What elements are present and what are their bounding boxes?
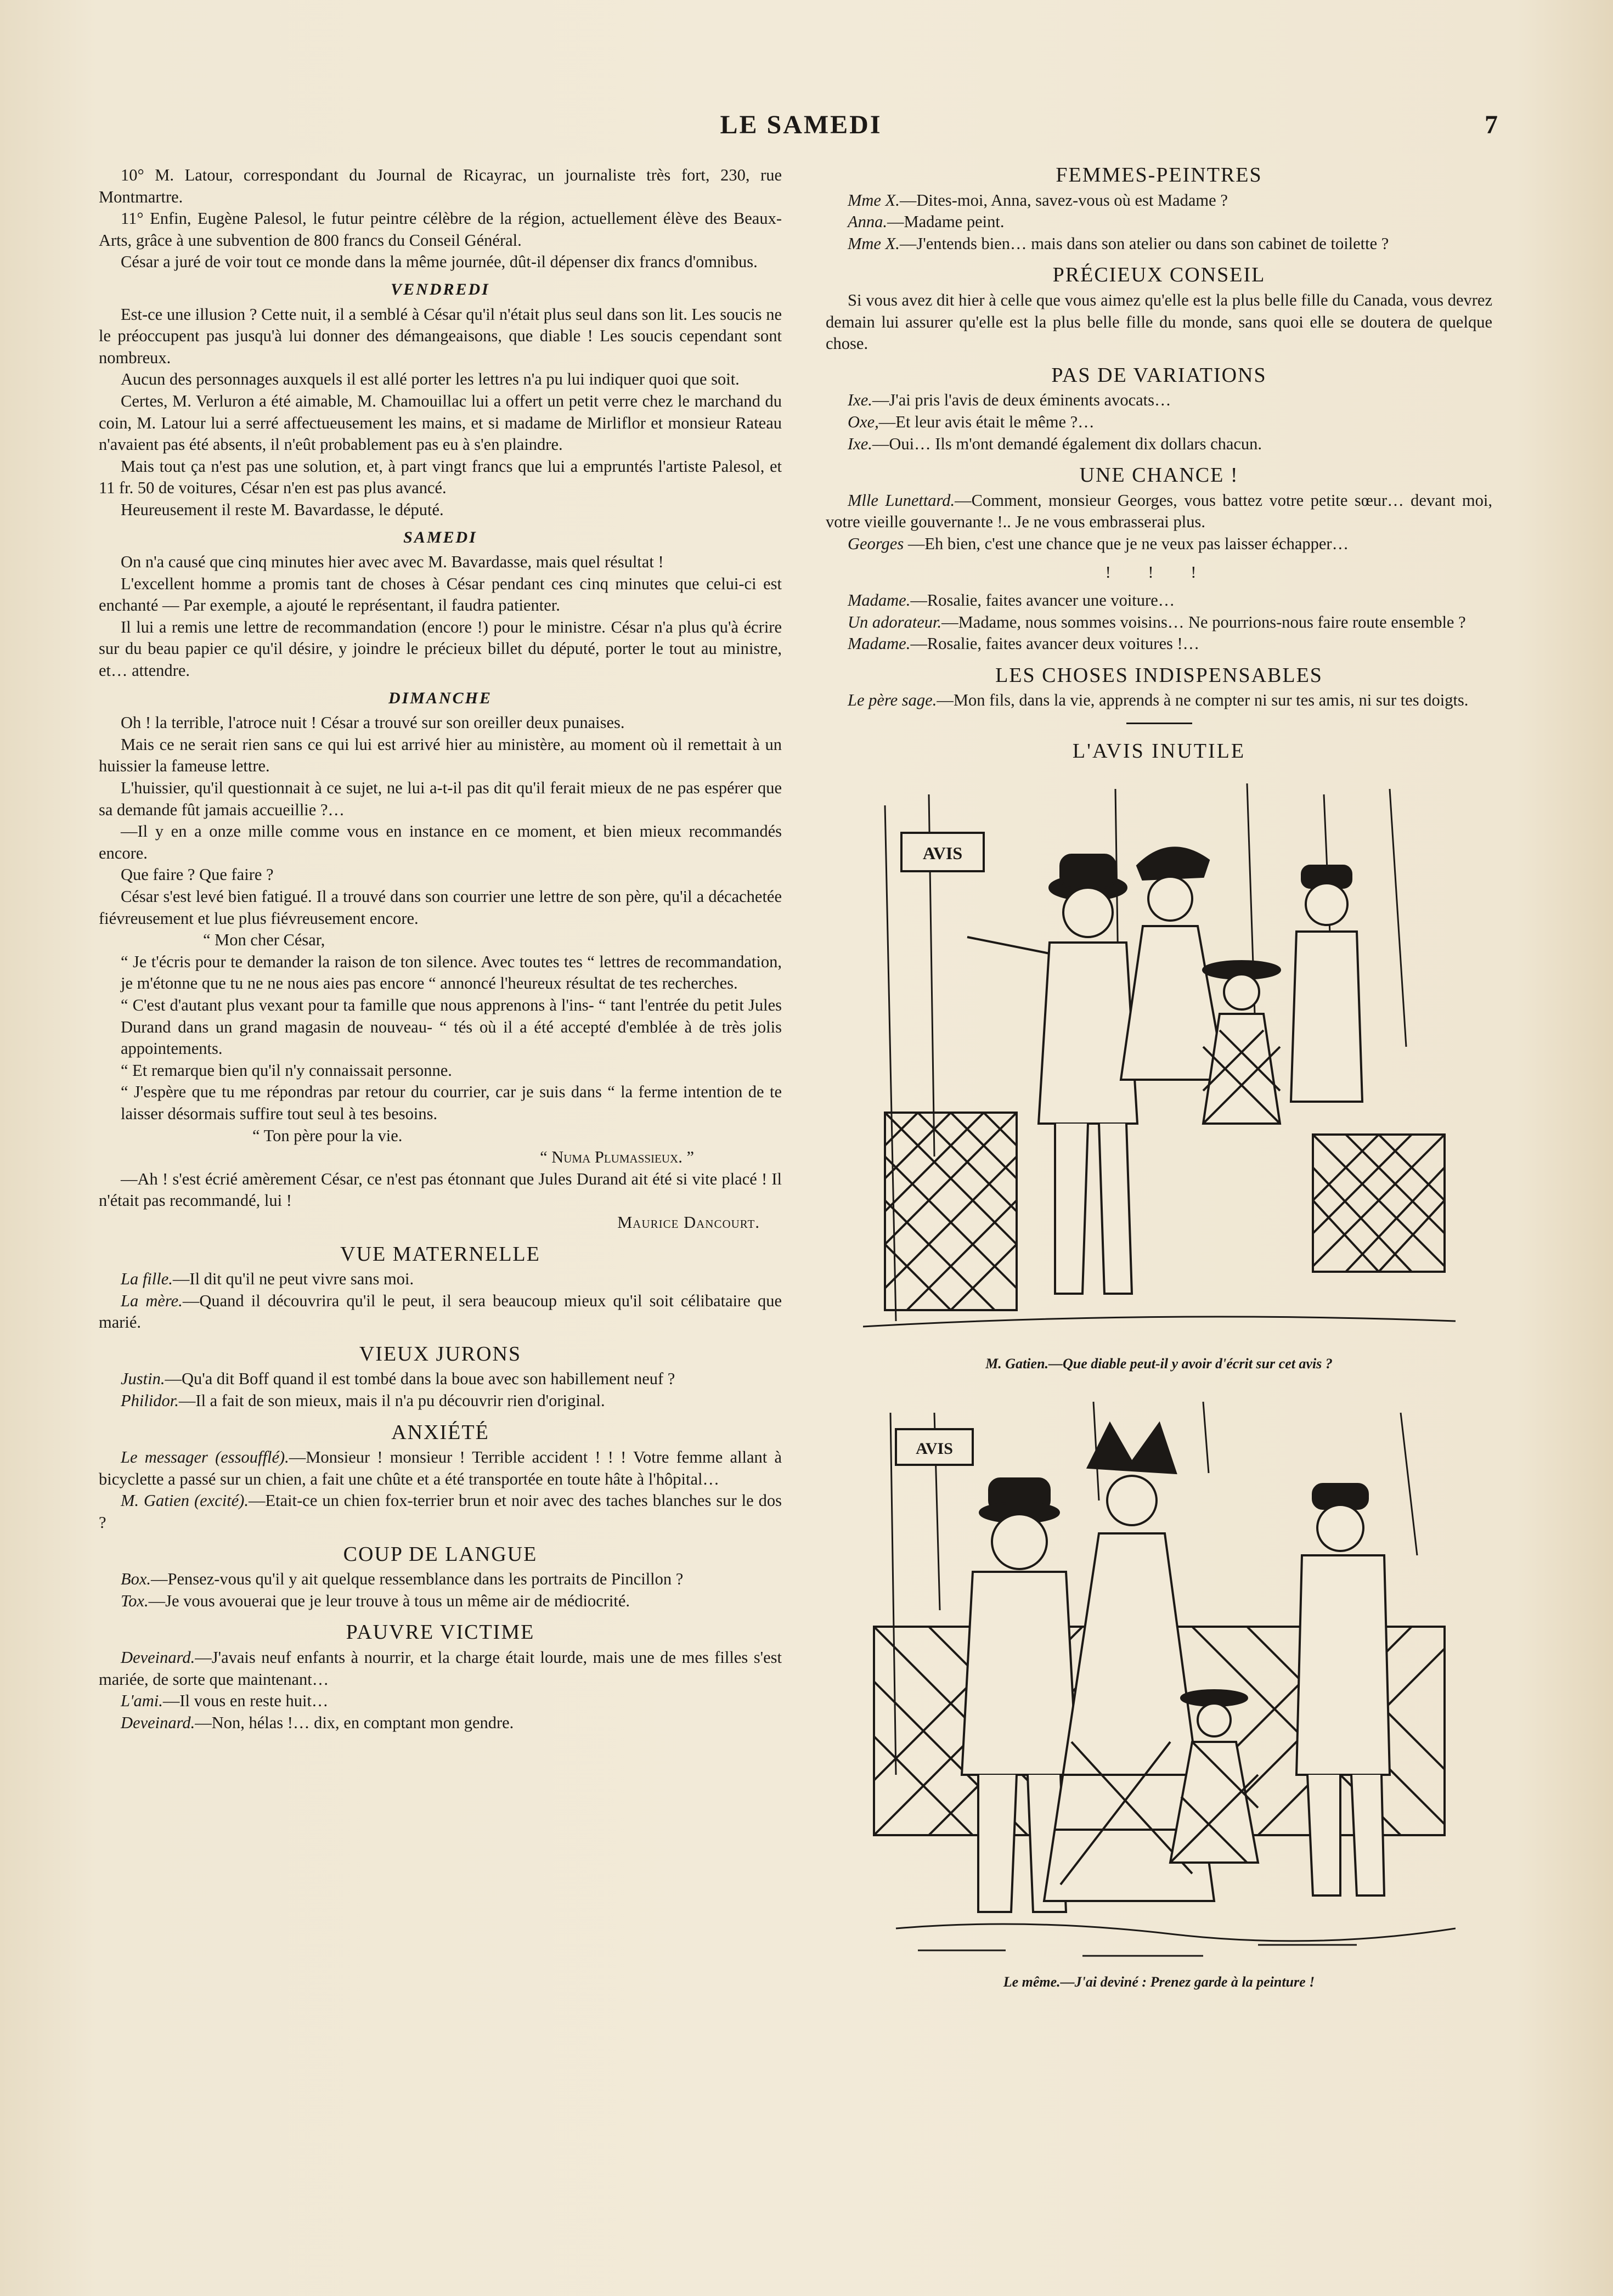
figure-man <box>967 855 1137 1294</box>
caption-speaker: M. Gatien. <box>985 1355 1049 1372</box>
paragraph: —Ah ! s'est écrié amèrement César, ce n'est pas étonnant que Jules Durand ait été si vite placé ! Il n'était pas recommandé, lui ! <box>99 1169 782 1210</box>
paragraph: Heureusement il reste M. Bavardasse, le député. <box>121 500 444 519</box>
father-letter <box>99 929 782 1169</box>
dialogue: —Rosalie, faites avancer une voiture… <box>910 591 1175 610</box>
dialogue: —Madame peint. <box>887 212 1005 232</box>
letter-signature: “ Numa Plumassieux. ” <box>540 1148 694 1167</box>
dialogue: —Non, hélas !… dix, en comptant mon gendre. <box>195 1713 514 1732</box>
lattice-fence <box>885 1113 1445 1310</box>
speaker: Deveinard. <box>121 1713 195 1732</box>
sign-text: AVIS <box>915 1440 953 1458</box>
paragraph: On n'a causé que cinq minutes hier avec avec M. Bavardasse, mais quel résultat ! <box>121 552 664 572</box>
section-title: PAUVRE VICTIME <box>346 1621 535 1644</box>
day-heading-samedi: SAMEDI <box>403 528 477 546</box>
exclamation-heading: ! ! ! <box>1105 562 1213 582</box>
paragraph: L'excellent homme a promis tant de choses à César pendant ces cinq minutes que celui-ci est enchanté — Par exemple, a ajouté le représentant, il faudra patienter. <box>99 574 782 615</box>
dialogue: —Monsieur ! monsieur ! Terrible accident ! ! ! Votre femme allant à bicyclette a passé sur un chien, a fait une chûte et a été transportée en toute hâte à l'hôpital… <box>99 1448 782 1488</box>
caption-text: —Que diable peut-il y avoir d'écrit sur cet avis ? <box>1048 1355 1333 1372</box>
cartoon-title: L'AVIS INUTILE <box>1072 740 1246 763</box>
paragraph: Certes, M. Verluron a été aimable, M. Chamouillac lui a offert un petit verre chez le marchand du coin, M. Latour lui a serré affectueusement les mains, et si madame de Mirliflor et monsieur Rateau n'avaient pas été absents, il n'eût probablement pas eu à s'en plaindre. <box>99 391 782 454</box>
section-title: COUP DE LANGUE <box>343 1542 538 1566</box>
author-signature: Maurice Dancourt. <box>617 1212 760 1232</box>
speaker: Mme X. <box>848 190 900 210</box>
speaker: Mme X. <box>848 234 900 253</box>
paragraph: —Il y en a onze mille comme vous en instance en ce moment, et bien mieux recommandés encore. <box>99 822 782 862</box>
paragraph: Que faire ? Que faire ? <box>121 865 274 884</box>
speaker: Madame. <box>848 634 911 653</box>
figure-boy <box>1291 866 1362 1102</box>
right-column <box>826 165 1492 2010</box>
running-title: LE SAMEDI <box>720 110 882 139</box>
paragraph: Mais ce ne serait rien sans ce qui lui est arrivé hier au ministère, au moment où il remettait à un huissier la fameuse lettre. <box>99 735 782 776</box>
page-header <box>99 110 1503 148</box>
paragraph: Mais tout ça n'est pas une solution, et, à part vingt francs que lui a empruntés l'artiste Palesol, et 11 fr. 50 de voitures, César n'en est pas plus avancé. <box>99 456 782 498</box>
section-title: FEMMES-PEINTRES <box>1056 163 1262 187</box>
letter-line: “ C'est d'autant plus vexant pour ta famille que nous apprenons à l'ins- “ tant l'entrée du petit Jules Durand dans un grand magasin de nouveau- “ tés où il a été accepté d'emblée à de très jolis appointements. <box>121 995 782 1058</box>
dialogue: —Il dit qu'il ne peut vivre sans moi. <box>172 1270 414 1289</box>
dialogue: —Quand il découvrira qu'il le peut, il sera beaucoup mieux qu'il soit célibataire que marié. <box>99 1291 782 1332</box>
section-title: PAS DE VARIATIONS <box>1051 363 1267 387</box>
paragraph: Oh ! la terrible, l'atroce nuit ! César a trouvé sur son oreiller deux punaises. <box>121 713 625 732</box>
cartoon-caption-1 <box>826 1353 1492 1375</box>
section-title: ANXIÉTÉ <box>391 1420 489 1444</box>
sign-text: AVIS <box>922 843 962 863</box>
speaker: Oxe, <box>848 412 879 431</box>
cartoon-caption-2 <box>826 1971 1492 1993</box>
dialogue: —J'avais neuf enfants à nourrir, et la charge était lourde, mais une de mes filles s'est mariée, de sorte que maintenant… <box>99 1648 782 1689</box>
cartoon-panel-1 <box>863 772 1456 1349</box>
paragraph: César s'est levé bien fatigué. Il a trouvé dans son courrier une lettre de son père, qu'il a décachetée fiévreusement et lue plus fiévreusement encore. <box>99 887 782 928</box>
speaker: Georges <box>848 534 904 553</box>
dialogue: —Etait-ce un chien fox-terrier brun et noir avec des taches blanches sur le dos ? <box>99 1491 782 1532</box>
paragraph: L'huissier, qu'il questionnait à ce sujet, ne lui a-t-il pas dit qu'il ferait mieux de ne pas espérer que sa demande fût jamais accueillie ?… <box>99 779 782 819</box>
paragraph: Il lui a remis une lettre de recommandation (encore !) pour le ministre. César n'a plus qu'à écrire sur du beau papier ce qu'il désire, y joindre le précieux billet du député, porter le tout au ministre, et… attendre. <box>99 617 782 680</box>
letter-line: “ Et remarque bien qu'il n'y connaissait personne. <box>121 1060 452 1080</box>
page-number: 7 <box>1485 110 1498 139</box>
speaker: Le père sage. <box>848 691 937 710</box>
speaker: M. Gatien (excité). <box>121 1491 249 1510</box>
cartoon-panel-2 <box>863 1391 1456 1967</box>
dialogue: —Eh bien, c'est une chance que je ne veux pas laisser échapper… <box>904 534 1349 553</box>
dialogue: —Il vous en reste huit… <box>162 1691 329 1711</box>
tree-trunk-line <box>1401 1413 1417 1555</box>
speaker: Philidor. <box>121 1391 179 1411</box>
speaker: Tox. <box>121 1591 149 1610</box>
letter-salutation: “ Mon cher César, <box>203 930 325 950</box>
dialogue: —Il a fait de son mieux, mais il n'a pu découvrir rien d'original. <box>178 1391 605 1411</box>
speaker: Ixe. <box>848 434 872 453</box>
day-heading-vendredi: VENDREDI <box>391 280 490 298</box>
tree-trunk-line <box>1390 789 1406 1047</box>
speaker: La mère. <box>121 1291 183 1310</box>
dialogue: —Oui… Ils m'ont demandé également dix dollars chacun. <box>872 434 1262 453</box>
dialogue: —Rosalie, faites avancer deux voitures !… <box>910 634 1200 653</box>
paragraph: 10° M. Latour, correspondant du Journal de Ricayrac, un journaliste très fort, 230, rue Montmartre. <box>99 166 782 206</box>
section-title: PRÉCIEUX CONSEIL <box>1052 263 1266 287</box>
figure-boy <box>1296 1484 1390 1896</box>
dialogue: —Qu'a dit Boff quand il est tombé dans la boue avec son habillement neuf ? <box>165 1369 675 1389</box>
tree-trunk-line <box>890 1413 896 1775</box>
dialogue: —Dites-moi, Anna, savez-vous où est Madame ? <box>899 190 1228 210</box>
speaker: L'ami. <box>121 1691 163 1711</box>
section-title: VIEUX JURONS <box>359 1342 522 1366</box>
speaker: Justin. <box>121 1369 165 1389</box>
tree-trunk-line <box>1203 1402 1209 1473</box>
speaker: Deveinard. <box>121 1648 195 1667</box>
paragraph: Est-ce une illusion ? Cette nuit, il a semblé à César qu'il n'était plus seul dans son lit. Les soucis ne le préoccupent pas jusqu'à lui donner des démangeaisons, que diable ! Les soucis cependant sont nombreux. <box>99 304 782 367</box>
section-title: UNE CHANCE ! <box>1079 464 1239 487</box>
day-heading-dimanche: DIMANCHE <box>388 689 493 707</box>
dialogue: —Et leur avis était le même ?… <box>878 412 1095 431</box>
dialogue: —Comment, monsieur Georges, vous battez votre petite sœur… devant moi, votre vieille gouvernante !.. Je ne vous embrasserai plus. <box>826 490 1492 532</box>
section-title: VUE MATERNELLE <box>340 1242 540 1266</box>
dialogue: —Mon fils, dans la vie, apprends à ne compter ni sur tes amis, ni sur tes doigts. <box>937 691 1469 710</box>
dialogue: —Je vous avouerai que je leur trouve à tous un même air de médiocrité. <box>148 1591 630 1610</box>
dialogue: —Pensez-vous qu'il y ait quelque ressemblance dans les portraits de Pincillon ? <box>151 1570 684 1589</box>
speaker: Madame. <box>848 591 911 610</box>
speaker: Box. <box>121 1570 151 1589</box>
paragraph: Si vous avez dit hier à celle que vous aimez qu'elle est la plus belle fille du Canada, vous devrez demain lui assurer qu'elle est la plus belle fille du monde, sans quoi elle se doutera de quelque chose. <box>826 290 1492 353</box>
speaker: Ixe. <box>848 391 872 410</box>
separator-rule <box>1126 723 1192 724</box>
dialogue: —Madame, nous sommes voisins… Ne pourrions-nous faire route ensemble ? <box>941 612 1466 631</box>
section-title: LES CHOSES INDISPENSABLES <box>995 663 1323 687</box>
speaker: La fille. <box>121 1270 173 1289</box>
left-column <box>99 165 782 1734</box>
paragraph: 11° Enfin, Eugène Palesol, le futur peintre célèbre de la région, actuellement élève des Beaux-Arts, grâce à une subvention de 800 francs du Conseil Général. <box>99 209 782 250</box>
speaker: Mlle Lunettard. <box>848 490 955 510</box>
letter-line: “ Je t'écris pour te demander la raison de ton silence. Avec toutes tes “ lettres de recommandation, je m'étonne que tu ne ne nous aies pas encore “ annoncé l'heureux résultat de tes recherches. <box>121 952 782 993</box>
letter-closing: “ Ton père pour la vie. <box>252 1126 403 1145</box>
paragraph: César a juré de voir tout ce monde dans la même journée, dût-il dépenser dix francs d'omnibus. <box>121 252 758 272</box>
dialogue: —J'entends bien… mais dans son atelier ou dans son cabinet de toilette ? <box>899 234 1389 253</box>
speaker: Anna. <box>848 212 888 232</box>
figure-woman <box>1121 848 1225 1080</box>
letter-line: “ J'espère que tu me répondras par retour du courrier, car je suis dans “ la ferme intention de te laisser désormais suffire tout seul à tes besoins. <box>121 1082 782 1123</box>
paragraph: Aucun des personnages auxquels il est allé porter les lettres n'a pu lui indiquer quoi que soit. <box>121 370 740 389</box>
speaker: Un adorateur. <box>848 612 942 631</box>
dialogue: —J'ai pris l'avis de deux éminents avocats… <box>872 391 1171 410</box>
caption-speaker: Le même. <box>1003 1974 1061 1990</box>
speaker: Le messager (essoufflé). <box>121 1448 289 1467</box>
caption-text: —J'ai deviné : Prenez garde à la peinture ! <box>1060 1974 1315 1990</box>
figure-girl <box>1203 961 1280 1124</box>
